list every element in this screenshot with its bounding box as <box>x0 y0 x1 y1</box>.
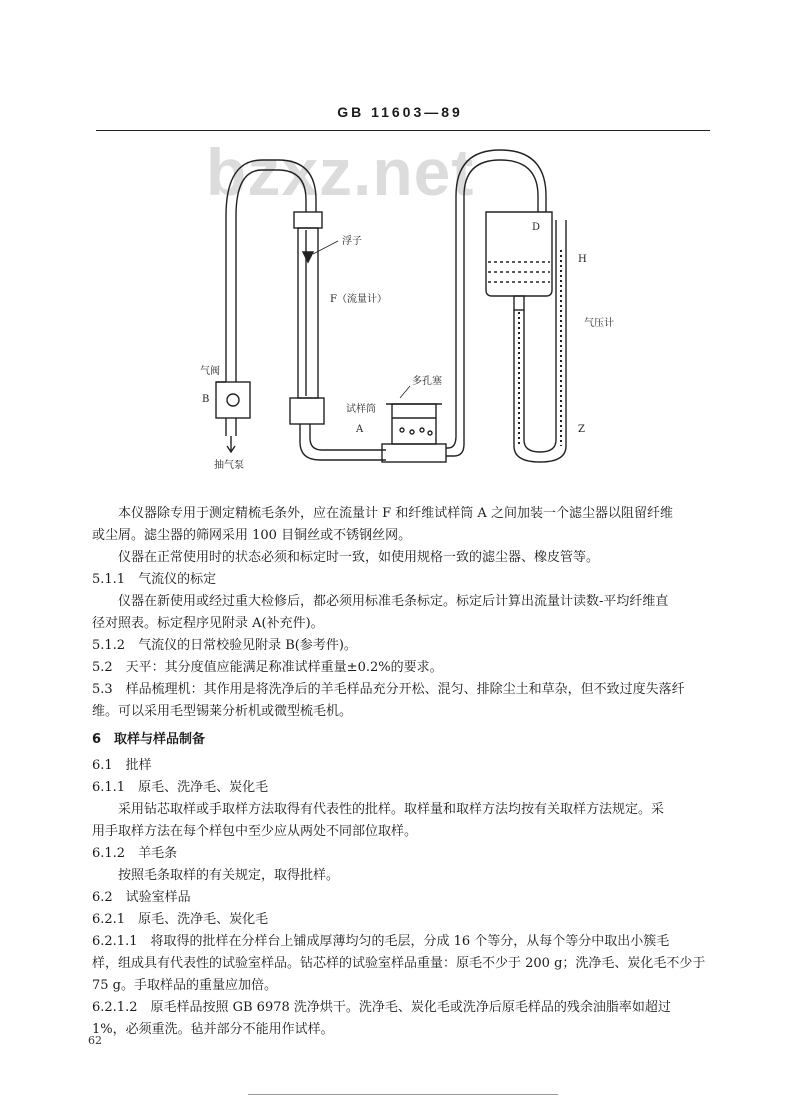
text-line: 用手取样方法在每个样包中至少应从两处不同部位取样。 <box>92 824 418 839</box>
section-heading: 5.3 样品梳理机：其作用是将洗净后的羊毛样品充分开松、混匀、排除尘土和草杂，但不致过度失落纤 <box>92 682 685 697</box>
section-heading: 5.1.1 气流仪的标定 <box>92 572 217 587</box>
float-label: 浮子 <box>342 236 362 247</box>
section-heading: 6.2 试验室样品 <box>92 890 191 905</box>
document-header: GB 11603—89 <box>337 104 463 120</box>
flowmeter-tube <box>290 212 324 424</box>
float <box>303 241 338 262</box>
text-line: 本仪器除专用于测定精梳毛条外，应在流量计 F 和纤维试样筒 A 之间加装一个滤尘器以阻留纤维 <box>118 506 673 521</box>
sample-tube-a-label: A <box>356 424 364 435</box>
valve-label: 气阀 <box>200 366 220 377</box>
text-line: 仪器在新使用或经过重大检修后，都必须用标准毛条标定。标定后计算出流量计读数-平均纤维直 <box>118 594 669 609</box>
apparatus-diagram <box>0 140 800 480</box>
flowmeter-label: F（流量计） <box>330 294 387 305</box>
text-line: 样，组成具有代表性的试验室样品。钻芯样的试验室样品重量：原毛不少于 200 g；洗净毛、炭化毛不少于 <box>92 956 706 971</box>
chapter-heading: 6 取样与样品制备 <box>92 732 206 747</box>
pump-label: 抽气泵 <box>214 460 244 471</box>
sample-tube-a <box>382 386 446 462</box>
section-heading: 6.2.1 原毛、洗净毛、炭化毛 <box>92 912 269 927</box>
container-d-label: D <box>532 222 541 233</box>
sample-tube-label: 试样筒 <box>346 404 376 415</box>
bottom-hose-left <box>300 424 386 460</box>
section-heading: 6.1.1 原毛、洗净毛、炭化毛 <box>92 780 269 795</box>
manometer-u-tube <box>514 220 566 462</box>
text-line: 或尘屑。滤尘器的筛网采用 100 目铜丝或不锈钢丝网。 <box>92 528 412 543</box>
right-hose <box>446 150 546 456</box>
manometer-h-label: H <box>578 254 587 265</box>
section-heading: 6.1 批样 <box>92 758 152 773</box>
footer-rule <box>248 1094 558 1095</box>
text-line: 采用钻芯取样或手取样方法取得有代表性的批样。取样量和取样方法均按有关取样方法规定。采 <box>118 802 665 817</box>
section-heading: 6.2.1.2 原毛样品按照 GB 6978 洗净烘干。洗净毛、炭化毛或洗净后原毛样品的残余油脂率如超过 <box>92 1000 671 1015</box>
valve-b-label: B <box>202 394 210 405</box>
section-heading: 6.2.1.1 将取得的批样在分样台上铺成厚薄均匀的毛层，分成 16 个等分，从每个等分中取出小簇毛 <box>92 934 670 949</box>
watermark: bzxz.net <box>206 135 475 209</box>
manometer-label: 气压计 <box>584 318 614 329</box>
text-line: 径对照表。标定程序见附录 A(补充件)。 <box>92 616 324 631</box>
text-line: 按照毛条取样的有关规定，取得批样。 <box>118 868 340 883</box>
section-heading: 5.1.2 气流仪的日常校验见附录 B(参考件)。 <box>92 638 357 653</box>
section-heading: 6.1.2 羊毛条 <box>92 846 178 861</box>
header-rule <box>96 130 710 131</box>
page-number: 62 <box>88 1034 102 1047</box>
text-line: 1%，必须重洗。毡并部分不能用作试样。 <box>92 1022 334 1037</box>
text-line: 75 g。手取样品的重量应加倍。 <box>92 978 277 993</box>
section-heading: 5.2 天平：其分度值应能满足称准试样重量±0.2%的要求。 <box>92 660 443 675</box>
manometer-z-label: Z <box>578 424 585 435</box>
left-hose <box>226 160 316 382</box>
container-d <box>486 212 552 310</box>
valve-b <box>216 382 250 452</box>
text-line: 仪器在正常使用时的状态必须和标定时一致，如使用规格一致的滤尘器、橡皮管等。 <box>118 550 600 565</box>
text-line: 维。可以采用毛型锡莱分析机或微型梳毛机。 <box>92 704 353 719</box>
porous-plug-label: 多孔塞 <box>412 376 442 387</box>
